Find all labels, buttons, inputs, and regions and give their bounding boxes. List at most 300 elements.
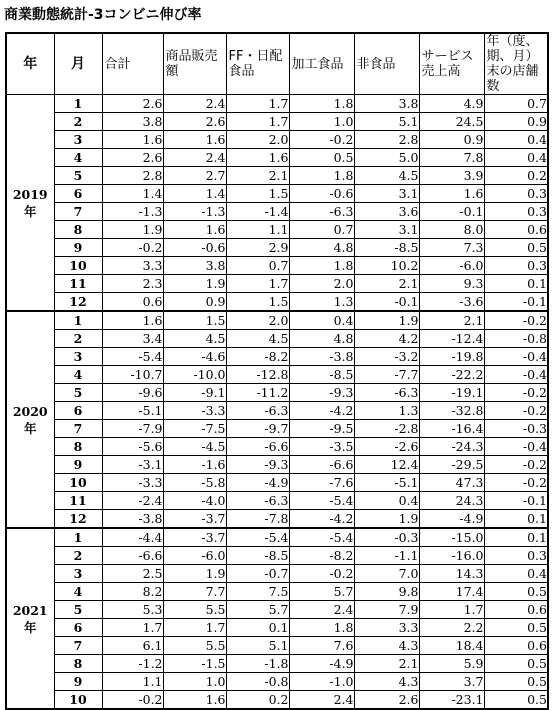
value-cell[interactable]: 24.3	[419, 492, 484, 510]
value-cell[interactable]: 3.8	[163, 257, 226, 275]
value-cell[interactable]: -0.1	[484, 293, 548, 312]
value-cell[interactable]: 1.9	[354, 510, 419, 529]
value-cell[interactable]: -3.3	[102, 474, 163, 492]
value-cell[interactable]: -3.6	[419, 293, 484, 312]
value-cell[interactable]: -7.8	[226, 510, 289, 529]
value-cell[interactable]: 9.8	[354, 583, 419, 601]
value-cell[interactable]: -1.6	[163, 456, 226, 474]
value-cell[interactable]: 1.3	[354, 402, 419, 420]
value-cell[interactable]: 0.6	[484, 601, 548, 619]
value-cell[interactable]: -5.4	[102, 348, 163, 366]
value-cell[interactable]: 1.1	[226, 221, 289, 239]
year-cell[interactable]: 2021年	[6, 528, 54, 709]
value-cell[interactable]: 7.5	[226, 583, 289, 601]
value-cell[interactable]: -2.4	[102, 492, 163, 510]
value-cell[interactable]: 5.5	[163, 637, 226, 655]
value-cell[interactable]: 0.1	[484, 510, 548, 529]
value-cell[interactable]: 4.9	[419, 95, 484, 113]
header-row	[6, 33, 548, 95]
value-cell[interactable]: 0.5	[484, 583, 548, 601]
month-cell[interactable]: 1	[54, 311, 102, 330]
value-cell[interactable]: 0.5	[484, 619, 548, 637]
header-year[interactable]: 年	[6, 33, 54, 95]
value-cell[interactable]: -0.2	[484, 402, 548, 420]
value-cell[interactable]: -8.5	[226, 547, 289, 565]
value-cell[interactable]: 1.7	[163, 619, 226, 637]
table-row	[6, 510, 548, 529]
month-cell[interactable]: 6	[54, 619, 102, 637]
month-cell[interactable]: 2	[54, 547, 102, 565]
value-cell[interactable]: 0.9	[484, 113, 548, 131]
header-store-count[interactable]: 年（度、期、月）末の店舗数	[484, 33, 548, 95]
value-cell[interactable]: 3.9	[419, 167, 484, 185]
value-cell[interactable]: 1.9	[163, 275, 226, 293]
value-cell[interactable]: 1.5	[226, 185, 289, 203]
value-cell[interactable]: 2.6	[354, 691, 419, 710]
value-cell[interactable]: -4.0	[163, 492, 226, 510]
value-cell[interactable]: 2.7	[163, 167, 226, 185]
value-cell[interactable]: -0.1	[484, 492, 548, 510]
month-cell[interactable]: 1	[54, 95, 102, 113]
value-cell[interactable]: 2.6	[102, 95, 163, 113]
value-cell[interactable]: -6.0	[419, 257, 484, 275]
value-cell[interactable]: -0.7	[226, 565, 289, 583]
value-cell[interactable]: -3.2	[354, 348, 419, 366]
month-cell[interactable]: 3	[54, 348, 102, 366]
value-cell[interactable]: -0.2	[289, 565, 354, 583]
year-cell[interactable]: 2020年	[6, 311, 54, 528]
month-cell[interactable]: 4	[54, 583, 102, 601]
value-cell[interactable]: 0.9	[419, 131, 484, 149]
value-cell[interactable]: -0.1	[354, 293, 419, 312]
value-cell[interactable]: -9.7	[226, 420, 289, 438]
month-cell[interactable]: 12	[54, 510, 102, 529]
value-cell[interactable]: -3.1	[102, 456, 163, 474]
value-cell[interactable]: 5.0	[354, 149, 419, 167]
value-cell[interactable]: 0.3	[484, 257, 548, 275]
value-cell[interactable]: 4.8	[289, 239, 354, 257]
header-ff-daily-food[interactable]: FF・日配食品	[226, 33, 289, 95]
value-cell[interactable]: 1.5	[163, 311, 226, 330]
value-cell[interactable]: 1.9	[354, 311, 419, 330]
value-cell[interactable]: 3.1	[354, 221, 419, 239]
value-cell[interactable]: 2.6	[102, 149, 163, 167]
value-cell[interactable]: 7.8	[419, 149, 484, 167]
value-cell[interactable]: 0.4	[484, 131, 548, 149]
value-cell[interactable]: 0.2	[226, 691, 289, 710]
value-cell[interactable]: 3.8	[354, 95, 419, 113]
month-cell[interactable]: 11	[54, 492, 102, 510]
header-processed-food[interactable]: 加工食品	[289, 33, 354, 95]
month-cell[interactable]: 11	[54, 275, 102, 293]
value-cell[interactable]: 0.2	[484, 167, 548, 185]
value-cell[interactable]: 2.4	[163, 95, 226, 113]
value-cell[interactable]: 1.6	[163, 691, 226, 710]
header-month[interactable]: 月	[54, 33, 102, 95]
value-cell[interactable]: -6.0	[163, 547, 226, 565]
value-cell[interactable]: 5.5	[163, 601, 226, 619]
value-cell[interactable]: -3.3	[163, 402, 226, 420]
table-row	[6, 330, 548, 348]
value-cell[interactable]: 9.3	[419, 275, 484, 293]
month-cell[interactable]: 2	[54, 330, 102, 348]
value-cell[interactable]: -0.4	[484, 366, 548, 384]
value-cell[interactable]: 2.1	[354, 275, 419, 293]
value-cell[interactable]: -8.5	[289, 366, 354, 384]
value-cell[interactable]: 7.9	[354, 601, 419, 619]
month-cell[interactable]: 7	[54, 637, 102, 655]
value-cell[interactable]: -4.2	[289, 510, 354, 529]
value-cell[interactable]: 1.8	[289, 619, 354, 637]
value-cell[interactable]: 4.5	[226, 330, 289, 348]
value-cell[interactable]: 0.7	[289, 221, 354, 239]
value-cell[interactable]: 0.6	[484, 637, 548, 655]
value-cell[interactable]: 4.5	[163, 330, 226, 348]
value-cell[interactable]: -5.6	[102, 438, 163, 456]
value-cell[interactable]: -1.3	[102, 203, 163, 221]
value-cell[interactable]: 3.7	[419, 673, 484, 691]
value-cell[interactable]: 0.4	[354, 492, 419, 510]
value-cell[interactable]: 1.6	[419, 185, 484, 203]
value-cell[interactable]: 7.3	[419, 239, 484, 257]
value-cell[interactable]: 4.8	[289, 330, 354, 348]
value-cell[interactable]: -7.9	[102, 420, 163, 438]
month-cell[interactable]: 4	[54, 149, 102, 167]
value-cell[interactable]: -1.8	[226, 655, 289, 673]
value-cell[interactable]: -4.4	[102, 528, 163, 547]
value-cell[interactable]: -10.7	[102, 366, 163, 384]
value-cell[interactable]: -7.7	[354, 366, 419, 384]
value-cell[interactable]: -16.4	[419, 420, 484, 438]
value-cell[interactable]: 1.7	[226, 95, 289, 113]
value-cell[interactable]: 3.1	[354, 185, 419, 203]
value-cell[interactable]: 4.2	[354, 330, 419, 348]
header-non-food[interactable]: 非食品	[354, 33, 419, 95]
value-cell[interactable]: 1.6	[102, 131, 163, 149]
table-row	[6, 583, 548, 601]
value-cell[interactable]: -5.1	[354, 474, 419, 492]
value-cell[interactable]: -9.5	[289, 420, 354, 438]
sheet-title: 商業動態統計-3コンビニ伸び率	[4, 7, 202, 23]
value-cell[interactable]: -8.2	[289, 547, 354, 565]
value-cell[interactable]: -6.3	[226, 402, 289, 420]
value-cell[interactable]: -4.2	[289, 402, 354, 420]
value-cell[interactable]: -22.2	[419, 366, 484, 384]
value-cell[interactable]: -3.7	[163, 510, 226, 529]
value-cell[interactable]: -11.2	[226, 384, 289, 402]
value-cell[interactable]: -0.2	[102, 239, 163, 257]
value-cell[interactable]: -4.9	[289, 655, 354, 673]
month-cell[interactable]: 4	[54, 366, 102, 384]
value-cell[interactable]: -3.8	[289, 348, 354, 366]
value-cell[interactable]: -0.1	[419, 203, 484, 221]
value-cell[interactable]: 0.4	[289, 311, 354, 330]
value-cell[interactable]: 0.3	[484, 185, 548, 203]
value-cell[interactable]: 17.4	[419, 583, 484, 601]
value-cell[interactable]: 7.0	[354, 565, 419, 583]
value-cell[interactable]: -0.8	[226, 673, 289, 691]
value-cell[interactable]: 14.3	[419, 565, 484, 583]
value-cell[interactable]: 0.4	[484, 565, 548, 583]
value-cell[interactable]: 5.7	[289, 583, 354, 601]
value-cell[interactable]: 0.1	[484, 275, 548, 293]
value-cell[interactable]: 18.4	[419, 637, 484, 655]
month-cell[interactable]: 8	[54, 655, 102, 673]
value-cell[interactable]: -1.0	[289, 673, 354, 691]
value-cell[interactable]: 4.3	[354, 673, 419, 691]
value-cell[interactable]: 2.4	[289, 691, 354, 710]
value-cell[interactable]: 0.3	[484, 203, 548, 221]
value-cell[interactable]: -9.6	[102, 384, 163, 402]
value-cell[interactable]: -3.8	[102, 510, 163, 529]
value-cell[interactable]: 1.6	[226, 149, 289, 167]
value-cell[interactable]: -0.3	[354, 528, 419, 547]
value-cell[interactable]: 0.4	[484, 149, 548, 167]
month-cell[interactable]: 9	[54, 239, 102, 257]
value-cell[interactable]: 2.3	[102, 275, 163, 293]
value-cell[interactable]: 0.3	[484, 547, 548, 565]
value-cell[interactable]: 2.6	[163, 113, 226, 131]
value-cell[interactable]: 5.3	[102, 601, 163, 619]
table-row	[6, 203, 548, 221]
value-cell[interactable]: 7.7	[163, 583, 226, 601]
value-cell[interactable]: -7.6	[289, 474, 354, 492]
value-cell[interactable]: 1.8	[289, 167, 354, 185]
value-cell[interactable]: 2.0	[226, 131, 289, 149]
value-cell[interactable]: -0.2	[289, 131, 354, 149]
month-cell[interactable]: 8	[54, 438, 102, 456]
value-cell[interactable]: 8.0	[419, 221, 484, 239]
value-cell[interactable]: -9.3	[289, 384, 354, 402]
value-cell[interactable]: 0.1	[226, 619, 289, 637]
value-cell[interactable]: -6.3	[289, 203, 354, 221]
value-cell[interactable]: 12.4	[354, 456, 419, 474]
value-cell[interactable]: 2.9	[226, 239, 289, 257]
value-cell[interactable]: 5.1	[354, 113, 419, 131]
value-cell[interactable]: -0.6	[163, 239, 226, 257]
month-cell[interactable]: 5	[54, 384, 102, 402]
value-cell[interactable]: -23.1	[419, 691, 484, 710]
month-cell[interactable]: 6	[54, 185, 102, 203]
value-cell[interactable]: -2.8	[354, 420, 419, 438]
value-cell[interactable]: -1.4	[226, 203, 289, 221]
value-cell[interactable]: -4.9	[419, 510, 484, 529]
value-cell[interactable]: 1.6	[163, 131, 226, 149]
value-cell[interactable]: -15.0	[419, 528, 484, 547]
header-service-sales[interactable]: サービス売上高	[419, 33, 484, 95]
table-row	[6, 565, 548, 583]
value-cell[interactable]: 3.4	[102, 330, 163, 348]
value-cell[interactable]: -0.2	[484, 456, 548, 474]
value-cell[interactable]: 0.6	[484, 221, 548, 239]
month-cell[interactable]: 9	[54, 456, 102, 474]
value-cell[interactable]: 3.3	[102, 257, 163, 275]
value-cell[interactable]: -1.3	[163, 203, 226, 221]
value-cell[interactable]: 3.3	[354, 619, 419, 637]
value-cell[interactable]: 0.5	[484, 691, 548, 710]
value-cell[interactable]: 6.1	[102, 637, 163, 655]
value-cell[interactable]: -5.4	[289, 528, 354, 547]
table-row	[6, 348, 548, 366]
value-cell[interactable]: -1.2	[102, 655, 163, 673]
value-cell[interactable]: -9.3	[226, 456, 289, 474]
value-cell[interactable]: -0.2	[484, 474, 548, 492]
value-cell[interactable]: 3.8	[102, 113, 163, 131]
value-cell[interactable]: -9.1	[163, 384, 226, 402]
value-cell[interactable]: -29.5	[419, 456, 484, 474]
value-cell[interactable]: -3.7	[163, 528, 226, 547]
value-cell[interactable]: -0.3	[484, 420, 548, 438]
value-cell[interactable]: 2.1	[226, 167, 289, 185]
value-cell[interactable]: 2.8	[354, 131, 419, 149]
value-cell[interactable]: -6.6	[289, 456, 354, 474]
value-cell[interactable]: 0.5	[484, 673, 548, 691]
value-cell[interactable]: 47.3	[419, 474, 484, 492]
month-cell[interactable]: 3	[54, 131, 102, 149]
value-cell[interactable]: -0.4	[484, 348, 548, 366]
value-cell[interactable]: -5.4	[289, 492, 354, 510]
value-cell[interactable]: -5.1	[102, 402, 163, 420]
value-cell[interactable]: 0.5	[289, 149, 354, 167]
month-cell[interactable]: 7	[54, 203, 102, 221]
value-cell[interactable]: -0.8	[484, 330, 548, 348]
value-cell[interactable]: 8.2	[102, 583, 163, 601]
value-cell[interactable]: -24.3	[419, 438, 484, 456]
value-cell[interactable]: 1.4	[102, 185, 163, 203]
value-cell[interactable]: 0.6	[102, 293, 163, 312]
month-cell[interactable]: 10	[54, 691, 102, 710]
value-cell[interactable]: -1.5	[163, 655, 226, 673]
value-cell[interactable]: 2.1	[354, 655, 419, 673]
value-cell[interactable]: -6.6	[102, 547, 163, 565]
value-cell[interactable]: 1.0	[289, 113, 354, 131]
value-cell[interactable]: -0.2	[102, 691, 163, 710]
value-cell[interactable]: 7.6	[289, 637, 354, 655]
value-cell[interactable]: 2.1	[419, 311, 484, 330]
value-cell[interactable]: 1.6	[102, 311, 163, 330]
value-cell[interactable]: 1.9	[163, 565, 226, 583]
value-cell[interactable]: -2.6	[354, 438, 419, 456]
value-cell[interactable]: -19.1	[419, 384, 484, 402]
header-total[interactable]: 合計	[102, 33, 163, 95]
value-cell[interactable]: 1.3	[289, 293, 354, 312]
header-merchandise-sales[interactable]: 商品販売額	[163, 33, 226, 95]
table-row	[6, 221, 548, 239]
value-cell[interactable]: 0.5	[484, 655, 548, 673]
value-cell[interactable]: -12.8	[226, 366, 289, 384]
value-cell[interactable]: 0.7	[226, 257, 289, 275]
month-cell[interactable]: 5	[54, 601, 102, 619]
value-cell[interactable]: -8.2	[226, 348, 289, 366]
value-cell[interactable]: -1.1	[354, 547, 419, 565]
month-cell[interactable]: 10	[54, 474, 102, 492]
value-cell[interactable]: 2.4	[289, 601, 354, 619]
value-cell[interactable]: -0.2	[484, 384, 548, 402]
value-cell[interactable]: 1.0	[163, 673, 226, 691]
month-cell[interactable]: 3	[54, 565, 102, 583]
value-cell[interactable]: 5.9	[419, 655, 484, 673]
value-cell[interactable]: 1.1	[102, 673, 163, 691]
month-cell[interactable]: 7	[54, 420, 102, 438]
value-cell[interactable]: -0.6	[289, 185, 354, 203]
value-cell[interactable]: -3.5	[289, 438, 354, 456]
value-cell[interactable]: -4.6	[163, 348, 226, 366]
value-cell[interactable]: 1.7	[226, 275, 289, 293]
value-cell[interactable]: -5.4	[226, 528, 289, 547]
value-cell[interactable]: -4.5	[163, 438, 226, 456]
value-cell[interactable]: 1.4	[163, 185, 226, 203]
value-cell[interactable]: -16.0	[419, 547, 484, 565]
value-cell[interactable]: 0.5	[484, 239, 548, 257]
value-cell[interactable]: 2.8	[102, 167, 163, 185]
month-cell[interactable]: 1	[54, 528, 102, 547]
table-row	[6, 637, 548, 655]
value-cell[interactable]: 1.7	[419, 601, 484, 619]
table-row	[6, 420, 548, 438]
value-cell[interactable]: 2.2	[419, 619, 484, 637]
month-cell[interactable]: 10	[54, 257, 102, 275]
value-cell[interactable]: 1.9	[102, 221, 163, 239]
value-cell[interactable]: 24.5	[419, 113, 484, 131]
value-cell[interactable]: 5.7	[226, 601, 289, 619]
value-cell[interactable]: 1.7	[102, 619, 163, 637]
value-cell[interactable]: 3.6	[354, 203, 419, 221]
value-cell[interactable]: 2.5	[102, 565, 163, 583]
month-cell[interactable]: 12	[54, 293, 102, 312]
value-cell[interactable]: 1.5	[226, 293, 289, 312]
value-cell[interactable]: -6.3	[354, 384, 419, 402]
value-cell[interactable]: 1.8	[289, 95, 354, 113]
value-cell[interactable]: -12.4	[419, 330, 484, 348]
value-cell[interactable]: 4.3	[354, 637, 419, 655]
value-cell[interactable]: 10.2	[354, 257, 419, 275]
table-row	[6, 492, 548, 510]
value-cell[interactable]: 2.0	[226, 311, 289, 330]
month-cell[interactable]: 2	[54, 113, 102, 131]
value-cell[interactable]: 0.9	[163, 293, 226, 312]
value-cell[interactable]: 2.0	[289, 275, 354, 293]
value-cell[interactable]: -4.9	[226, 474, 289, 492]
table-row	[6, 131, 548, 149]
value-cell[interactable]: -32.8	[419, 402, 484, 420]
value-cell[interactable]: 5.1	[226, 637, 289, 655]
value-cell[interactable]: -8.5	[354, 239, 419, 257]
statistics-table	[5, 32, 549, 710]
value-cell[interactable]: 0.7	[484, 95, 548, 113]
value-cell[interactable]: 4.5	[354, 167, 419, 185]
value-cell[interactable]: 1.7	[226, 113, 289, 131]
value-cell[interactable]: -0.4	[484, 438, 548, 456]
value-cell[interactable]: -0.2	[484, 311, 548, 330]
table-row	[6, 402, 548, 420]
month-cell[interactable]: 6	[54, 402, 102, 420]
value-cell[interactable]: -6.6	[226, 438, 289, 456]
value-cell[interactable]: -5.8	[163, 474, 226, 492]
value-cell[interactable]: -10.0	[163, 366, 226, 384]
value-cell[interactable]: 1.8	[289, 257, 354, 275]
year-cell[interactable]: 2019年	[6, 95, 54, 312]
value-cell[interactable]: 2.4	[163, 149, 226, 167]
month-cell[interactable]: 8	[54, 221, 102, 239]
value-cell[interactable]: -6.3	[226, 492, 289, 510]
value-cell[interactable]: 1.6	[163, 221, 226, 239]
month-cell[interactable]: 5	[54, 167, 102, 185]
value-cell[interactable]: -19.8	[419, 348, 484, 366]
value-cell[interactable]: -7.5	[163, 420, 226, 438]
table-row	[6, 293, 548, 312]
month-cell[interactable]: 9	[54, 673, 102, 691]
value-cell[interactable]: 0.1	[484, 528, 548, 547]
